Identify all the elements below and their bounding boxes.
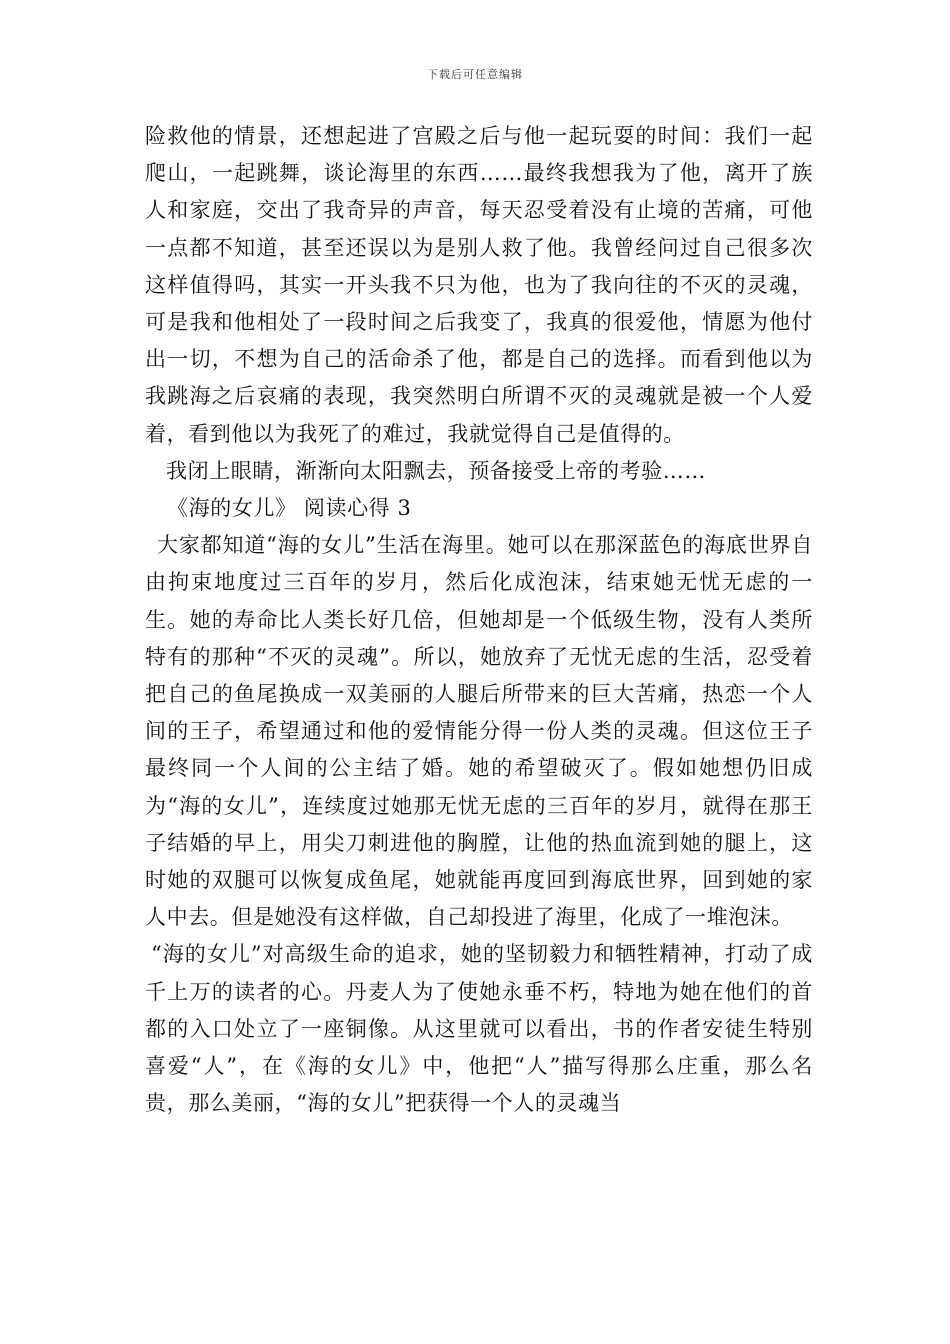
page-header: 下载后可任意编辑 [427, 68, 523, 81]
paragraph-intro: 大家都知道“海的女儿”生活在海里。她可以在那深蓝色的海底世界自由拘束地度过三百年的岁月，然后化成泡沫，结束她无忧无虑的一生。她的寿命比人类长好几倍，但她却是一个低级生物，没有人类所特有的那种“不灭的灵魂”。所以，她放弃了无忧无虑的生活，忍受着把自己的鱼尾换成一双美丽的人腿后所带来的巨大苦痛，热恋一个人间的王子，希望通过和他的爱情能分得一份人类的灵魂。但这位王子最终同一个人间的公主结了婚。她的希望破灭了。假如她想仍旧成为“海的女儿”，连续度过她那无忧无虑的三百年的岁月，就得在那王子结婚的早上，用尖刀刺进他的胸膛，让他的热血流到她的腿上，这时她的双腿可以恢复成鱼尾，她就能再度回到海底世界，回到她的家人中去。但是她没有这样做，自己却投进了海里，化成了一堆泡沫。 [145, 533, 813, 930]
document-body [145, 118, 813, 1122]
section-title: 《海的女儿》 阅读心得 3 [167, 496, 412, 521]
paragraph-pursuit: “海的女儿”对高级生命的追求，她的坚韧毅力和牺牲精神，打动了成千上万的读者的心。丹麦人为了使她永垂不朽，特地为她在他们的首都的入口处立了一座铜像。从这里就可以看出，书的作者安徒生特别喜爱“人”，在《海的女儿》中，他把“人”描写得那么庄重，那么名贵，那么美丽，“海的女儿”把获得一个人的灵魂当 [145, 942, 813, 1116]
paragraph-closing-eyes: 我闭上眼睛，渐渐向太阳飘去，预备接受上帝的考验…… [166, 458, 706, 483]
paragraph-continuation: 险救他的情景，还想起进了宫殿之后与他一起玩耍的时间：我们一起爬山，一起跳舞，谈论海里的东西……最终我想我为了他，离开了族人和家庭，交出了我奇异的声音，每天忍受着没有止境的苦痛，可他一点都不知道，甚至还误以为是别人救了他。我曾经问过自己很多次这样值得吗，其实一开头我不只为他，也为了我向往的不灭的灵魂，可是我和他相处了一段时间之后我变了，我真的很爱他，情愿为他付出一切，不想为自己的活命杀了他，都是自己的选择。而看到他以为我跳海之后哀痛的表现，我突然明白所谓不灭的灵魂就是被一个人爱着，看到他以为我死了的难过，我就觉得自己是值得的。 [145, 124, 813, 446]
